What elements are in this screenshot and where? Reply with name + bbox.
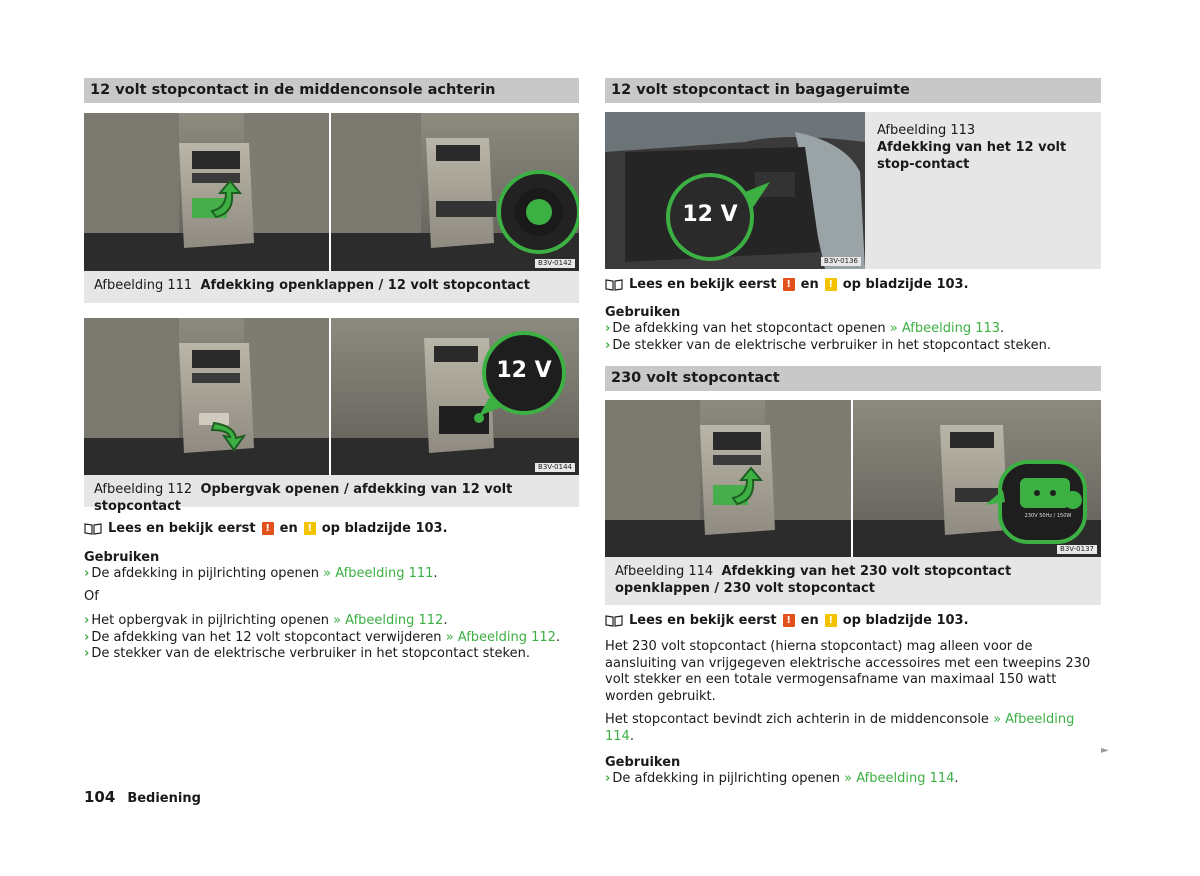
figure-114-title: Afdekking van het 230 volt stopcontact openklappen / 230 volt stopcontact bbox=[615, 564, 1012, 596]
read-first-notice bbox=[84, 521, 579, 536]
figure-112-title: Opbergvak openen / afdekking van 12 volt stopcontact bbox=[94, 482, 513, 514]
read-first-page-ref: op bladzijde 103. bbox=[842, 277, 969, 292]
page-footer bbox=[84, 788, 201, 806]
figure-111-title: Afdekking openklappen / 12 volt stopcontact bbox=[200, 278, 530, 293]
warning-yellow-icon: ! bbox=[825, 614, 837, 627]
figure-112-caption bbox=[84, 475, 579, 514]
figure-113-code: B3V-0136 bbox=[821, 257, 861, 266]
left-column bbox=[84, 78, 579, 663]
step-item: › De afdekking van het stopcontact openen » Afbeelding 113. bbox=[605, 321, 1005, 336]
read-first-notice bbox=[605, 613, 1101, 628]
book-icon bbox=[84, 523, 102, 535]
figure-113-title: Afdekking van het 12 volt stop-contact bbox=[877, 140, 1067, 172]
figure-114-image bbox=[605, 400, 1101, 557]
warning-yellow-icon: ! bbox=[304, 522, 316, 535]
right-column bbox=[605, 78, 1101, 788]
figure-link[interactable]: » Afbeelding 111 bbox=[323, 566, 434, 581]
or-text: Of bbox=[84, 588, 99, 604]
warning-red-icon: ! bbox=[262, 522, 274, 535]
figure-114-code: B3V-0137 bbox=[1057, 545, 1097, 554]
figure-114-illustration bbox=[605, 400, 1101, 557]
footer-section: Bediening bbox=[127, 791, 201, 806]
figure-111-number: Afbeelding 111 bbox=[94, 278, 193, 293]
figure-112-number: Afbeelding 112 bbox=[94, 482, 193, 497]
warning-yellow-icon: ! bbox=[825, 278, 837, 291]
step-item: › De afdekking in pijlrichting openen » Afbeelding 114. bbox=[605, 771, 959, 786]
chevron-right-icon: › bbox=[84, 646, 90, 661]
read-first-and: en bbox=[800, 277, 819, 292]
book-icon bbox=[605, 615, 623, 627]
figure-112-code: B3V-0144 bbox=[535, 463, 575, 472]
page-number: 104 bbox=[84, 788, 116, 806]
paragraph-230v-usage: Het 230 volt stopcontact (hierna stopcontact) mag alleen voor de aansluiting van vrijgegeven elektrische accessoires met een tweepins 230 volt stekker en een totale vermogensafname van maximaal 150 watt worden gebruikt. bbox=[605, 639, 1091, 704]
figure-114-caption bbox=[605, 557, 1101, 605]
use-heading: Gebruiken bbox=[84, 550, 160, 565]
figure-link[interactable]: » Afbeelding 114 bbox=[844, 771, 955, 786]
step-item: › Het opbergvak in pijlrichting openen » Afbeelding 112. bbox=[84, 613, 448, 628]
figure-112-image bbox=[84, 318, 579, 475]
read-first-and: en bbox=[279, 521, 298, 536]
read-first-text: Lees en bekijk eerst bbox=[108, 521, 256, 536]
figure-link[interactable]: » Afbeelding 112 bbox=[445, 629, 556, 645]
section-title-12v-console: 12 volt stopcontact in de middenconsole achterin bbox=[84, 78, 579, 103]
step-item: › De stekker van de elektrische verbruiker in het stopcontact steken. bbox=[605, 337, 1051, 353]
use-heading: Gebruiken bbox=[605, 305, 681, 320]
step-item: › De afdekking in pijlrichting openen » Afbeelding 111. bbox=[84, 566, 438, 581]
paragraph-socket-location: Het stopcontact bevindt zich achterin in de middenconsole » Afbeelding 114. bbox=[605, 712, 1075, 744]
step-item: › De stekker van de elektrische verbruiker in het stopcontact steken. bbox=[84, 646, 530, 661]
read-first-notice bbox=[605, 277, 1101, 292]
book-icon bbox=[605, 279, 623, 291]
read-first-page-ref: op bladzijde 103. bbox=[842, 613, 969, 628]
chevron-right-icon: › bbox=[605, 771, 611, 786]
chevron-right-icon: › bbox=[605, 337, 611, 353]
warning-red-icon: ! bbox=[783, 614, 795, 627]
figure-111-code: B3V-0142 bbox=[535, 259, 575, 268]
warning-red-icon: ! bbox=[783, 278, 795, 291]
figure-111-image bbox=[84, 113, 579, 271]
figure-114-number: Afbeelding 114 bbox=[615, 564, 714, 579]
section-title-230v: 230 volt stopcontact bbox=[605, 366, 1101, 391]
use-heading: Gebruiken bbox=[605, 755, 681, 770]
figure-link[interactable]: » Afbeelding 114 bbox=[605, 712, 1075, 744]
figure-link[interactable]: » Afbeelding 112 bbox=[333, 613, 444, 628]
figure-113-badge: 12 V bbox=[682, 202, 738, 227]
figure-113-number: Afbeelding 113 bbox=[877, 123, 976, 138]
figure-112-badge: 12 V bbox=[496, 358, 552, 383]
figure-113-image bbox=[605, 112, 865, 269]
figure-113-illustration bbox=[605, 112, 865, 269]
section-title-12v-trunk: 12 volt stopcontact in bagageruimte bbox=[605, 78, 1101, 103]
read-first-text: Lees en bekijk eerst bbox=[629, 613, 777, 628]
chevron-right-icon: › bbox=[84, 566, 90, 581]
read-first-and: en bbox=[800, 613, 819, 628]
continue-arrow-icon: ► bbox=[1101, 745, 1109, 756]
figure-111-illustration bbox=[84, 113, 579, 271]
figure-112-illustration bbox=[84, 318, 579, 475]
read-first-page-ref: op bladzijde 103. bbox=[321, 521, 448, 536]
figure-113-caption bbox=[865, 112, 1085, 269]
chevron-right-icon: › bbox=[605, 321, 611, 336]
figure-113-block bbox=[605, 112, 1101, 269]
chevron-right-icon: › bbox=[84, 629, 90, 645]
chevron-right-icon: › bbox=[84, 613, 90, 628]
figure-link[interactable]: » Afbeelding 113 bbox=[889, 321, 1001, 336]
figure-111-caption bbox=[84, 271, 579, 303]
figure-114-socket-label: 230V 50Hz / 150W bbox=[1024, 513, 1072, 519]
read-first-text: Lees en bekijk eerst bbox=[629, 277, 777, 292]
step-item: › De afdekking van het 12 volt stopcontact verwijderen » Afbeelding 112. bbox=[84, 629, 561, 645]
